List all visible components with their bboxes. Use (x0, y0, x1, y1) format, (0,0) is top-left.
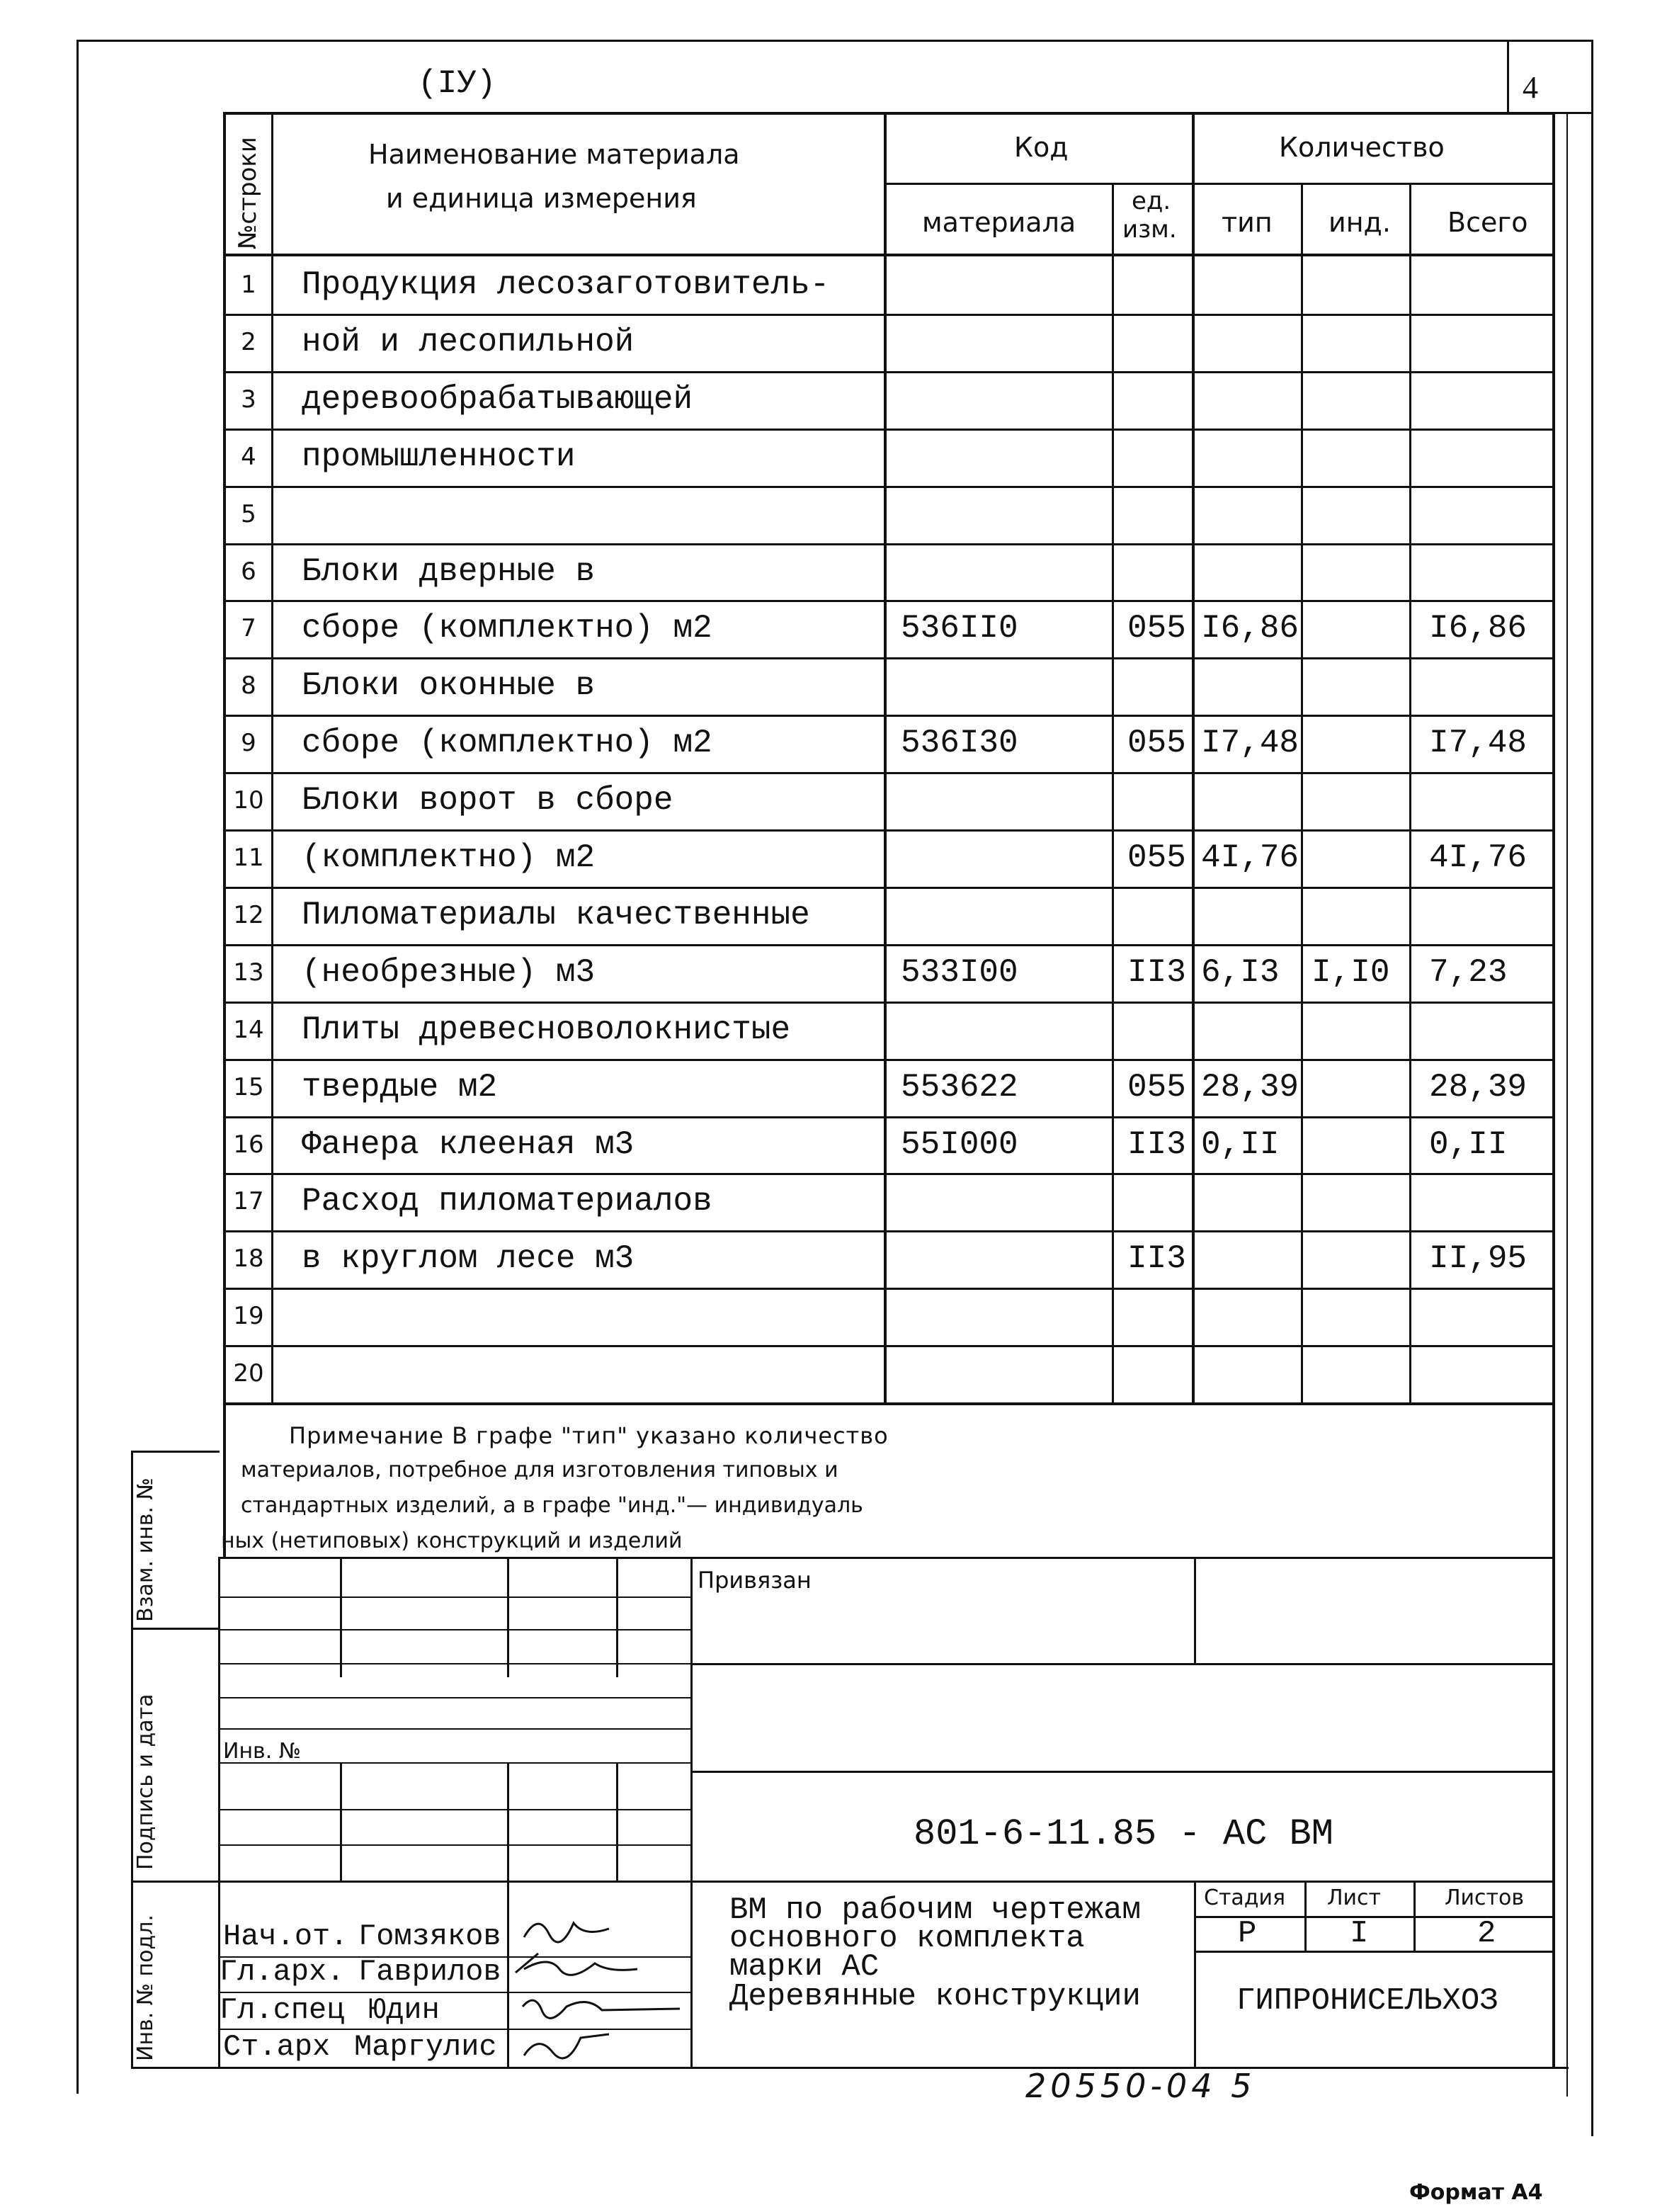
cell-code: 553622 (901, 1069, 1018, 1106)
material-name: Блоки оконные в (302, 667, 596, 704)
header-unit-line2: изм. (1122, 215, 1177, 244)
signature-4 (517, 2027, 616, 2063)
person-name-2: Гаврилов (358, 1955, 501, 1989)
cell-total: I6,86 (1429, 610, 1527, 647)
material-name: Плиты древесноволокнистые (302, 1011, 791, 1048)
material-name: ной и лесопильной (302, 324, 635, 361)
cell-unit: 055 (1127, 1069, 1186, 1106)
note-line3: стандартных изделий, а в графе "инд."— индивидуаль (241, 1493, 863, 1518)
cell-total: II,95 (1429, 1240, 1527, 1277)
material-name: промышленности (302, 438, 576, 475)
material-name: Продукция лесозаготовитель- (302, 266, 830, 303)
row-number: 9 (241, 729, 256, 757)
row-number: 17 (233, 1187, 264, 1215)
row-number: 13 (233, 958, 264, 987)
row-number: 6 (241, 557, 256, 586)
title-line4: Деревянные конструкции (729, 1979, 1141, 2014)
title-line3: марки АС (729, 1949, 880, 1985)
signature-2 (510, 1948, 644, 1983)
row-number: 1 (241, 271, 256, 299)
person-role-2: Гл.арх. (220, 1955, 345, 1989)
stage-label: Стадия (1204, 1885, 1286, 1910)
header-name-line2: и единица измерения (386, 183, 697, 214)
material-name: Пиломатериалы качественные (302, 897, 810, 934)
frame-right-outer (1566, 113, 1568, 2097)
cell-code: 55I000 (901, 1126, 1018, 1163)
header-quantity: Количество (1279, 132, 1445, 163)
cell-unit: II3 (1127, 954, 1186, 991)
person-role-4: Ст.арх (223, 2030, 331, 2064)
cell-unit: 055 (1127, 839, 1186, 876)
frame-left (76, 40, 79, 2094)
material-name: в круглом лесе м3 (302, 1240, 635, 1277)
cell-total: I7,48 (1429, 725, 1527, 761)
sheet-number: 4 (1523, 70, 1538, 105)
header-unit-line1: ед. (1132, 187, 1171, 215)
material-name: Фанера клееная м3 (302, 1126, 635, 1163)
row-number: 10 (233, 786, 264, 815)
row-number: 3 (241, 385, 256, 414)
header-total: Всего (1447, 207, 1528, 238)
side-label-inv-podl: Инв. № подл. (133, 1915, 158, 2061)
signature-1 (517, 1909, 616, 1951)
header-code: Код (1014, 132, 1069, 163)
cell-typ: I6,86 (1201, 610, 1299, 647)
material-name: (комплектно) м2 (302, 839, 596, 876)
person-name-4: Маргулис (354, 2030, 497, 2064)
cell-unit: II3 (1127, 1240, 1186, 1277)
row-number: 15 (233, 1073, 264, 1101)
material-name: Блоки ворот в сборе (302, 782, 673, 819)
cell-typ: 0,II (1201, 1126, 1280, 1163)
row-number: 4 (241, 443, 256, 471)
cell-total: 4I,76 (1429, 839, 1527, 876)
cell-code: 536I30 (901, 725, 1018, 761)
person-name-3: Юдин (368, 1993, 440, 2027)
material-name: Расход пиломатериалов (302, 1183, 712, 1220)
material-name: твердые м2 (302, 1069, 498, 1106)
material-name: сборе (комплектно) м2 (302, 610, 712, 647)
sheet-label: Лист (1327, 1885, 1382, 1910)
material-name: деревообрабатывающей (302, 381, 693, 418)
cell-total: 0,II (1429, 1126, 1508, 1163)
title-line1: ВМ по рабочим чертежам (729, 1893, 1141, 1928)
header-name-line1: Наименование материала (368, 139, 740, 170)
header-row-no: №строки (234, 137, 262, 249)
side-label-vzam: Взам. инв. № (133, 1477, 158, 1622)
row-number: 5 (241, 500, 256, 528)
material-name: (необрезные) м3 (302, 954, 596, 991)
document-code: 801-6-11.85 - АС ВМ (914, 1813, 1333, 1855)
person-role-1: Нач.от. (223, 1919, 348, 1953)
section-mark: (IУ) (418, 65, 496, 102)
row-number: 20 (233, 1359, 264, 1388)
row-number: 19 (233, 1302, 264, 1330)
row-number: 14 (233, 1016, 264, 1044)
person-role-3: Гл.спец (220, 1993, 345, 2027)
frame-bottom (131, 2067, 1569, 2069)
note-line2: материалов, потребное для изготовления типовых и (241, 1458, 838, 1482)
title-line2: основного комплекта (729, 1921, 1085, 1956)
organization: ГИПРОНИСЕЛЬХОЗ (1236, 1983, 1498, 2019)
stage-value: Р (1238, 1916, 1257, 1951)
bottom-number: 20550-04 5 (1025, 2067, 1256, 2105)
sheets-label: Листов (1445, 1885, 1525, 1910)
material-name: сборе (комплектно) м2 (302, 725, 712, 761)
cell-unit: 055 (1127, 725, 1186, 761)
header-ind: инд. (1329, 207, 1391, 238)
inv-no-label: Инв. № (223, 1739, 302, 1764)
signature-3 (517, 1989, 687, 2024)
side-label-podpis: Подпись и дата (133, 1694, 158, 1870)
sheets-value: 2 (1477, 1916, 1496, 1951)
row-number: 2 (241, 328, 256, 356)
cell-typ: 6,I3 (1201, 954, 1280, 991)
person-name-1: Гомзяков (358, 1919, 501, 1953)
cell-unit: 055 (1127, 610, 1186, 647)
cell-unit: II3 (1127, 1126, 1186, 1163)
row-number: 18 (233, 1244, 264, 1273)
row-number: 7 (241, 614, 256, 642)
row-number: 12 (233, 901, 264, 929)
sheet-value: I (1350, 1916, 1369, 1951)
cell-typ: 4I,76 (1201, 839, 1299, 876)
header-material: материала (922, 207, 1076, 238)
row-number: 11 (233, 844, 264, 872)
cell-ind: I,I0 (1312, 954, 1390, 991)
cell-typ: I7,48 (1201, 725, 1299, 761)
note-line4: ных (нетиповых) конструкций и изделий (221, 1528, 683, 1553)
header-typ: тип (1222, 207, 1273, 238)
frame-right (1591, 40, 1593, 2136)
cell-total: 28,39 (1429, 1069, 1527, 1106)
frame-top (76, 40, 1592, 42)
note-line1: Примечание В графе "тип" указано количество (289, 1422, 889, 1449)
cell-total: 7,23 (1429, 954, 1508, 991)
privyazan-label: Привязан (698, 1567, 812, 1594)
format-label: Формат А4 (1409, 2180, 1543, 2205)
material-name: Блоки дверные в (302, 553, 596, 590)
row-number: 16 (233, 1130, 264, 1159)
cell-code: 533I00 (901, 954, 1018, 991)
cell-code: 536II0 (901, 610, 1018, 647)
cell-typ: 28,39 (1201, 1069, 1299, 1106)
row-number: 8 (241, 671, 256, 700)
